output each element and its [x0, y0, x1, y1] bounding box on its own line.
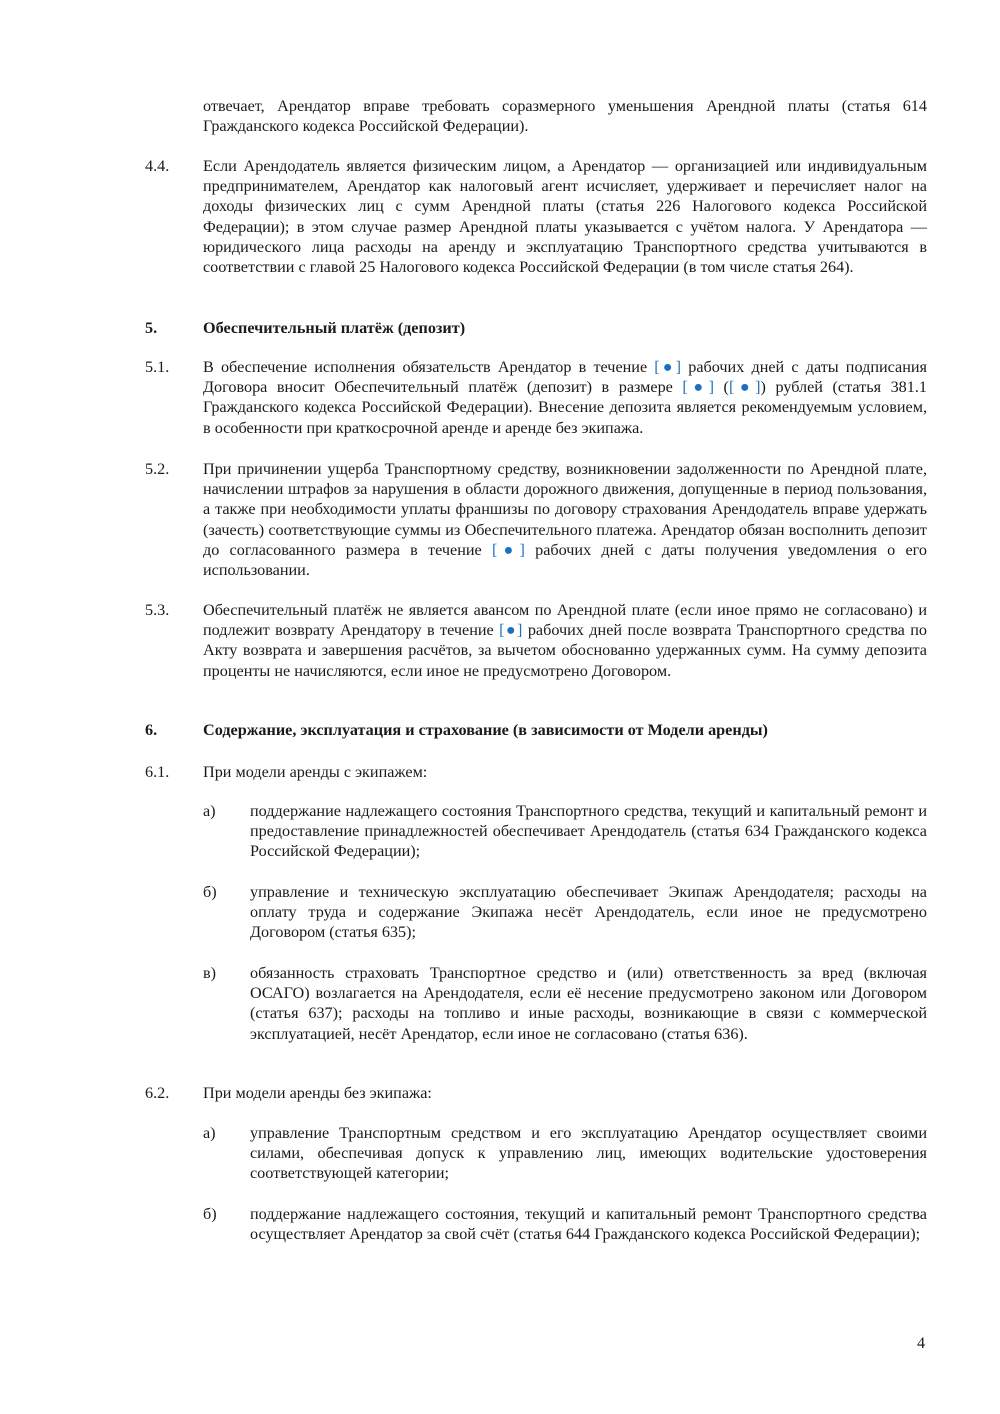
item-letter: а): [203, 1124, 216, 1142]
item-text: поддержание надлежащего состояния Транспортного средства, текущий и капитальный ремонт и предоставление принадлежностей обеспечивает Арендодатель (статья 634 Гражданского кодекса Российской Федерации);: [250, 802, 927, 861]
clause-number: 5.2.: [145, 460, 170, 478]
section-number: 6.: [145, 721, 158, 739]
item-text: управление и техническую эксплуатацию обеспечивает Экипаж Арендодателя; расходы на оплату труда и содержание Экипажа несёт Арендодатель, если иное не предусмотрено Договором (статья 635);: [250, 883, 927, 942]
page-number: 4: [917, 1334, 926, 1352]
item-letter: б): [203, 883, 217, 901]
paragraph-continuation: [145, 96, 927, 136]
text-run: рабочих дней с даты получения уведомления о его использовании.: [203, 540, 927, 580]
clause-number: 4.4.: [145, 157, 170, 175]
item-text: управление Транспортным средством и его эксплуатацию Арендатор осуществляет своими силами, обеспечивая допуск к управлению лиц, имеющих водительские удостоверения соответствующей категории;: [250, 1124, 927, 1183]
clause-4-4: [145, 156, 927, 277]
section-6-heading: [145, 720, 927, 740]
clause-text: [203, 357, 927, 438]
placeholder-field: [●]: [654, 358, 682, 376]
clause-6-1-a: [203, 801, 927, 862]
clause-5-1: [145, 357, 927, 438]
clause-6-2: [145, 1083, 927, 1103]
text-run: рабочих дней с даты подписания Договора вносит Обеспечительный платёж (депозит) в размере: [203, 358, 927, 397]
text-run: ) рублей (статья 381.1 Гражданского кодекса Российской Федерации). Внесение депозита является рекомендуемым условием, в особенности при краткосрочной аренде и аренде без экипажа.: [203, 378, 927, 437]
item-letter: в): [203, 964, 217, 982]
item-letter: а): [203, 802, 216, 820]
clause-text: [203, 459, 927, 580]
placeholder-field: [●]: [499, 621, 523, 640]
text-run: Обеспечительный платёж не является авансом по Арендной плате (если иное прямо не согласовано) и подлежит возврату Арендатору в течение: [203, 601, 927, 640]
paragraph-text: отвечает, Арендатор вправе требовать соразмерного уменьшения Арендной платы (статья 614 Гражданского кодекса Российской Федерации).: [203, 97, 927, 136]
section-title: Обеспечительный платёж (депозит): [203, 319, 466, 337]
placeholder-field: [●]: [682, 378, 714, 397]
item-text: обязанность страховать Транспортное средство и (или) ответственность за вред (включая ОСАГО) возлагается на Арендодателя, если её несение предусмотрено законом или Договором (статья 637); расходы на топливо и иные расходы, возникающие в связи с коммерческой эксплуатацией, несёт Арендатор, если иное не согласовано (статья 636).: [250, 964, 927, 1043]
placeholder-field: [●]: [728, 378, 761, 397]
text-run: (: [713, 378, 729, 397]
clause-text: [203, 600, 927, 681]
item-text: поддержание надлежащего состояния, текущий и капитальный ремонт Транспортного средства осуществляет Арендатор за свой счёт (статья 644 Гражданского кодекса Российской Федерации);: [250, 1205, 927, 1244]
clause-text: При модели аренды без экипажа:: [203, 1084, 432, 1102]
clause-6-2-a: [203, 1123, 927, 1184]
clause-6-1: [145, 762, 927, 782]
section-number: 5.: [145, 319, 158, 337]
clause-6-1-c: [203, 963, 927, 1044]
clause-number: 5.3.: [145, 601, 170, 619]
clause-text: При модели аренды с экипажем:: [203, 763, 428, 781]
clause-5-2: [145, 459, 927, 580]
item-letter: б): [203, 1205, 217, 1223]
clause-number: 6.2.: [145, 1084, 170, 1102]
section-title: Содержание, эксплуатация и страхование (в зависимости от Модели аренды): [203, 721, 768, 739]
text-run: рабочих дней после возврата Транспортного средства по Акту возврата и завершения расчётов, за вычетом обоснованно удержанных сумм. На сумму депозита проценты не начисляются, если иное не предусмотрено Договором.: [203, 621, 927, 680]
clause-6-2-b: [203, 1204, 927, 1244]
clause-number: 6.1.: [145, 763, 170, 781]
clause-5-3: [145, 600, 927, 681]
text-run: В обеспечение исполнения обязательств Арендатор в течение: [203, 358, 655, 376]
clause-number: 5.1.: [145, 358, 170, 376]
clause-6-1-b: [203, 882, 927, 943]
placeholder-field: [●]: [491, 540, 525, 559]
text-run: При причинении ущерба Транспортному средству, возникновении задолженности по Арендной плате, начислении штрафов за нарушения в области дорожного движения, допущенные в период пользования, а также при необходимости уплаты франшизы по договору страхования Арендодатель вправе удержать (зачесть) соответствующие суммы из Обеспечительного платежа. Арендатор обязан восполнить депозит до согласованного размера в течение: [203, 460, 927, 559]
section-5-heading: [145, 318, 927, 338]
clause-text: Если Арендодатель является физическим лицом, а Арендатор — организацией или индивидуальным предпринимателем, Арендатор как налоговый агент исчисляет, удерживает и перечисляет налог на доходы физических лиц с сумм Арендной платы (статья 226 Налогового кодекса Российской Федерации); в этом случае размер Арендной платы указывается с учётом налога. У Арендатора — юридического лица расходы на аренду и эксплуатацию Транспортного средства учитываются в соответствии с главой 25 Налогового кодекса Российской Федерации (в том числе статья 264).: [203, 157, 927, 277]
